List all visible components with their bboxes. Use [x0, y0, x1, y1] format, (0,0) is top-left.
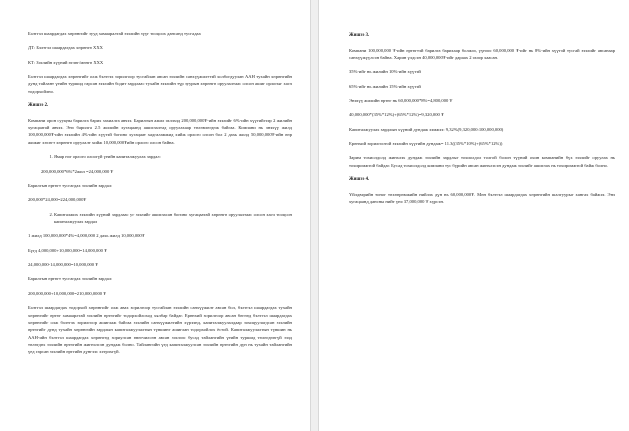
paragraph-example-3-closing: Зарим тохиолдолд жинхлэх дундаж зээлийн зардлыг тохиолдол толгой болон түүний охин компанийн бүх зээлийг оруулах нь тохиромжтой байдаг. Бусад тохиолдолд компани тус бүрийн авсан жинхлэсэн дундаж зээлийг ашиглах нь тохиромжтой байж болно.	[349, 155, 615, 168]
formula-special-loan-interest: Энэхүү жилийн өртөг нь 60,000,000*8%=4,800,000 ₮	[349, 98, 453, 104]
section-heading-example-3: Жишээ 3.	[349, 33, 370, 38]
rate-line-65-percent: 65%-ийг нь жилийн 15%-ийн хүүтэй	[349, 83, 421, 89]
page-gutter	[310, 0, 319, 431]
document-page-right	[319, 0, 629, 431]
section-heading-example-2: Жишээ 2.	[28, 103, 49, 109]
formula-net-capitalization: 24,000,000-14,000,000=10,000,000 ₮	[28, 262, 99, 268]
paragraph-example-2-closing: Бэлтгэл шаардагдах тодорхой хөрөнгийг олж авах зорилгоор тусгайлан зээлийн санхүүжилт авсан бол, бэлтгэл шаардагдах тухайн хөрөнгийг өртөг хамаарлтай зээлийн өртөгийг тодорхойлоход хялбар байдаг. Ерөнхий зорилгоор авсан бөгөөд бэлтгэл шаардагдах хөрөнгийг олж бэлтгэх зорилгоор ашиглаж байгаа зээлийн санхүүжилтийн хүрээнд, капиталжуулалдаар зохицуулагдсан зээлийн өртөгийг дунд тухайн хөрөнгийн зардлын капиталжуулалтын түвшинг ашиглан тодорхойлох ёстой. Капиталжуулалтын түвшин нь ААН-ийн бэлтгэл шаардагдах хөрөнгөд зориулсан өвөгчилсөн авсан зээлээс бусад тайлангийн үеийн туршид төлөгдөөгүй зээд төлөгдөх зээлийн өртөгийн жигнэлсэн дундаж болно. Тайлангийн үед капиталжуулсан зээлийн өртөгийн дүн нь тухайн тайлангийн үед гарсан зээлийн өртгийн дүнгээс хэтрэхгүй.	[28, 305, 292, 355]
formula-general-loan-interest: 40,000,000*(35%*12%)+(65%*12%)=9,320,000 ₮	[349, 112, 444, 118]
paragraph-debit-line: ДТ: Бэлтгэл шаардагдах хөрөнгө XXX	[28, 45, 103, 51]
paragraph-credit-line: КТ: Зээлийн хүүний өглөг/мөнгө XXX	[28, 59, 104, 65]
label-construction-cost-2: Барилгын өртөгт тусгагдах зээлийн зардал:	[28, 276, 113, 282]
numbered-list-item-2	[28, 211, 292, 226]
formula-no-income-capitalization: 200,000,000*6%*2жил =24,000,000 ₮	[41, 168, 114, 174]
list-item: 1. Ямар нэг орлого олоогүй үеийн капиталжуулах зардал:	[54, 153, 292, 160]
label-construction-cost-1: Барилгын өртөгт тусгагдах зээлийн зардал:	[28, 182, 113, 188]
formula-construction-total-2: 200,000,000+10,000,000=210,000,0000 ₮	[28, 290, 106, 296]
gutter-fill	[311, 0, 318, 431]
paragraph-intro-1: Бэлтгэл шаардагдах хөрөнгийг зууд хамааралтай зээлийн зүүг тооцоох дансанд тусгадаа	[28, 31, 201, 36]
list-item: 2. Капиталжих зээлийн хүүний зардлаас уг зээлийг ашигласан богино хугацаатай хөрөнгө оруулалтаас олсон хасч тооцсон капиталжуулах зардал	[54, 211, 292, 226]
formula-total-income: Бүгд 4,000,000+10,000,000=14,000,000 ₮	[28, 247, 107, 253]
paragraph-example-3-intro: Компани 100,000,000 ₮-ийн өртөгтэй барилга барихаар болжээ, үүнээс 60,000,000 ₮-ийг нь 8%-ийн хүүтэй тусгай зээлийг авсанаар санхүүжүүлсэн байна. Харин үлдсэн 40,000,000₮-ийг дараах 2 эхээр хаасан.	[349, 47, 615, 60]
rate-line-35-percent: 35%-ийг нь жилийн 10%-ийн хүүтэй	[349, 69, 421, 75]
paragraph-example-2-intro: Компани орон сууцны барилга барих захиалга авчээ. Барилгын ажил эхлэхэд 200,000,000₮-ийн зээлийг 6%-ийн хүүгийгээр 2 жилийн хугацаатай авчээ. Энэ барилга 2.5 жилийн хугацаанд ашиглалтад оруулахаар төлөвлөгдөж байгаа. Компани нь энэхүү жилд 100,000,000₮-ийн зээлийн 4%-ийн хүүтэй богино хугацаат хадгаламжид хийж орлого олсон бол 2 дахь жилд 50,000,000₮-ийн өөр жижиг хөсөгт хөрөнгө оруулалт хийж 10,000,000₮ийн орлого олсон байна.	[28, 117, 292, 145]
paragraph-example-4-body: Үйлдвэрийн тоног төхөөрөмжийн нийлэх дүн нь 60,000,000₮. Мөн бэлтгэл шаардагдах хөрөнгийн шалгуурыг хангах байжээ. Энэ хугацаанд дансны нийт үнэ 37,000,000 ₮ хүрсэн.	[349, 191, 615, 205]
formula-construction-total-1: 200,000*24,000=224,000,000₮	[28, 197, 87, 203]
section-heading-example-4: Жишээ 4.	[349, 177, 370, 183]
formula-weighted-average-rate: Ерөнхий зорилгоотой зээлийн хүүгийн дундаж= 11.3((35%*10%)+(65%*12%))	[349, 141, 503, 147]
numbered-list-item-1	[28, 153, 292, 160]
document-page-left	[0, 0, 310, 431]
formula-year-interest-income: 1 жилд 100,000,000*4%=4,000,000 2 дахь жилд 10,000,000₮	[28, 233, 145, 239]
paragraph-intro-2: Бэлтгэл шаардагдах хөрөнгийг олж бэлтгэх зорилгоор тусгайлан авсан зээлийн санхүүжилттэй холбогдуулан ААН тухайн хөрөнгийн дунд тайлант үеийн туршид гарсан зээлийн бодит зардлаас тухайн зээлийн түр зуурын хөрөнгө оруулалтаас олсон ашиг орлогыг хасч тодорхойлно.	[28, 74, 292, 94]
formula-capitalization-rate: Капиталжуулах зардлын хүүний дундаж хэмжээ: 9,32%(9,320,000:100,000,000)	[349, 126, 504, 132]
